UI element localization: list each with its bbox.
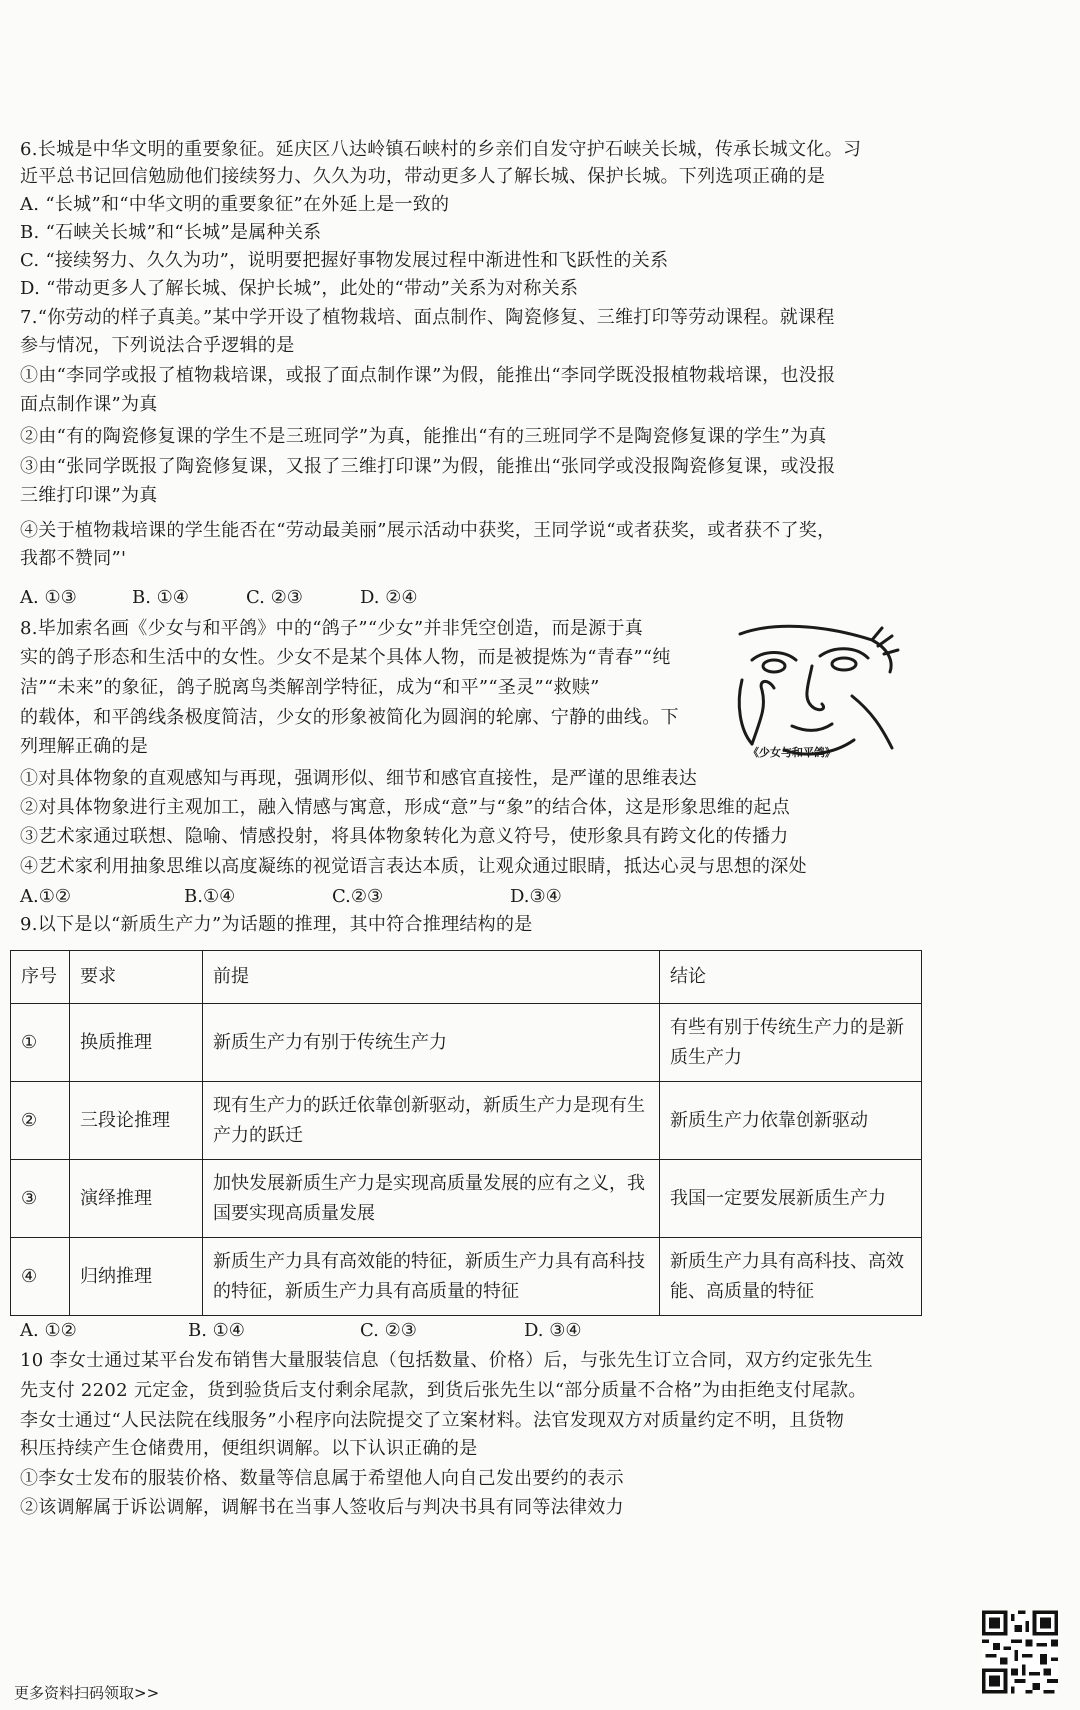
- row-premise: 新质生产力有别于传统生产力: [203, 1004, 660, 1082]
- q9-options: [20, 1318, 634, 1344]
- q7-item-3b: 三维打印课”为真: [20, 485, 158, 506]
- table-row: [11, 1238, 922, 1316]
- q7-option-b: B. ①④: [132, 587, 189, 608]
- q9-option-d: D. ③④: [524, 1320, 582, 1341]
- row-premise: 加快发展新质生产力是实现高质量发展的应有之义，我国要实现高质量发展: [203, 1160, 660, 1238]
- table-row: [11, 1082, 922, 1160]
- q7-item-4b: 我都不赞同”': [20, 548, 127, 569]
- q7-item-4a: ④关于植物栽培课的学生能否在“劳动最美丽”展示活动中获奖，王同学说“或者获奖，或者获不了奖，: [20, 520, 836, 541]
- row-requirement: 三段论推理: [70, 1082, 203, 1160]
- row-premise: 现有生产力的跃迁依靠创新驱动，新质生产力是现有生产力的跃迁: [203, 1082, 660, 1160]
- q7-item-1b: 面点制作课”为真: [20, 394, 158, 415]
- row-number: ①: [11, 1004, 70, 1082]
- footer-note: 更多资料扫码领取>>: [14, 1684, 160, 1702]
- row-conclusion: 我国一定要发展新质生产力: [660, 1160, 922, 1238]
- row-number: ②: [11, 1082, 70, 1160]
- q9-option-c: C. ②③: [360, 1320, 417, 1341]
- q6-option-d: D. “带动更多人了解长城、保护长城”，此处的“带动”关系为对称关系: [20, 278, 579, 299]
- q8-stem-line-3: 洁”“未来”的象征，鸽子脱离鸟类解剖学特征，成为“和平”“圣灵”“救赎”: [20, 677, 600, 698]
- q6-stem-line-1: 6.长城是中华文明的重要象征。延庆区八达岭镇石峡村的乡亲们自发守护石峡关长城，传承长城文化。习: [20, 139, 862, 160]
- q10-stem-line-2: 先支付 2202 元定金，货到验货后支付剩余尾款，到货后张先生以“部分质量不合格”为由拒绝支付尾款。: [20, 1380, 867, 1401]
- figure-caption: 《少女与和平鸽》: [748, 746, 836, 759]
- q7-options: [20, 585, 474, 611]
- q9-option-a: A. ①②: [20, 1320, 77, 1341]
- q9-stem: 9.以下是以“新质生产力”为话题的推理，其中符合推理结构的是: [20, 914, 533, 935]
- q9-option-b: B. ①④: [188, 1320, 245, 1341]
- q8-option-b: B.①④: [184, 886, 236, 907]
- header-premise: 前提: [203, 951, 660, 1004]
- q7-option-a: A. ①③: [20, 587, 77, 608]
- row-conclusion: 新质生产力具有高科技、高效能、高质量的特征: [660, 1238, 922, 1316]
- q8-options: [20, 884, 620, 910]
- q7-stem-line-2: 参与情况，下列说法合乎逻辑的是: [20, 335, 295, 356]
- q7-option-c: C. ②③: [246, 587, 303, 608]
- q8-item-2: ②对具体物象进行主观加工，融入情感与寓意，形成“意”与“象”的结合体，这是形象思维的起点: [20, 797, 791, 818]
- q8-option-d: D.③④: [510, 886, 562, 907]
- row-number: ④: [11, 1238, 70, 1316]
- q10-item-1: ①李女士发布的服装价格、数量等信息属于希望他人向自己发出要约的表示: [20, 1468, 624, 1489]
- q8-stem-line-5: 列理解正确的是: [20, 736, 149, 757]
- q7-option-d: D. ②④: [360, 587, 418, 608]
- reasoning-table: [10, 950, 922, 1316]
- row-premise: 新质生产力具有高效能的特征，新质生产力具有高科技的特征，新质生产力具有高质量的特征: [203, 1238, 660, 1316]
- row-conclusion: 有些有别于传统生产力的是新质生产力: [660, 1004, 922, 1082]
- table-header-row: [11, 951, 922, 1004]
- q6-option-a: A. “长城”和“中华文明的重要象征”在外延上是一致的: [20, 194, 450, 215]
- header-conclusion: 结论: [660, 951, 922, 1004]
- table-row: [11, 1160, 922, 1238]
- qr-code-icon[interactable]: [982, 1610, 1058, 1694]
- q10-stem-line-4: 积压持续产生仓储费用，便组织调解。以下认识正确的是: [20, 1438, 478, 1459]
- header-number: 序号: [11, 951, 70, 1004]
- header-requirement: 要求: [70, 951, 203, 1004]
- q8-option-c: C.②③: [332, 886, 384, 907]
- q10-item-2: ②该调解属于诉讼调解，调解书在当事人签收后与判决书具有同等法律效力: [20, 1497, 624, 1518]
- q10-stem-line-1: 10 李女士通过某平台发布销售大量服装信息（包括数量、价格）后，与张先生订立合同，双方约定张先生: [20, 1350, 874, 1371]
- row-number: ③: [11, 1160, 70, 1238]
- q6-option-c: C. “接续努力、久久为功”，说明要把握好事物发展过程中渐进性和飞跃性的关系: [20, 250, 669, 271]
- q8-item-1: ①对具体物象的直观感知与再现，强调形似、细节和感官直接性，是严谨的思维表达: [20, 768, 698, 789]
- q7-item-1a: ①由“李同学或报了植物栽培课，或报了面点制作课”为假，能推出“李同学既没报植物栽培课，也没报: [20, 365, 836, 386]
- q8-item-3: ③艺术家通过联想、隐喻、情感投射，将具体物象转化为意义符号，使形象具有跨文化的传播力: [20, 826, 789, 847]
- q8-stem-line-2: 实的鸽子形态和生活中的女性。少女不是某个具体人物，而是被提炼为“青春”“纯: [20, 647, 671, 668]
- q10-stem-line-3: 李女士通过“人民法院在线服务”小程序向法院提交了立案材料。法官发现双方对质量约定不明，且货物: [20, 1410, 845, 1431]
- q7-item-3a: ③由“张同学既报了陶瓷修复课，又报了三维打印课”为假，能推出“张同学或没报陶瓷修复课，或没报: [20, 456, 836, 477]
- row-requirement: 换质推理: [70, 1004, 203, 1082]
- q8-option-a: A.①②: [20, 886, 71, 907]
- q6-option-b: B. “石峡关长城”和“长城”是属种关系: [20, 222, 322, 243]
- q7-item-2: ②由“有的陶瓷修复课的学生不是三班同学”为真，能推出“有的三班同学不是陶瓷修复课的学生”为真: [20, 426, 827, 447]
- q8-item-4: ④艺术家利用抽象思维以高度凝练的视觉语言表达本质，让观众通过眼睛，抵达心灵与思想的深处: [20, 856, 807, 877]
- q8-stem-line-1: 8.毕加索名画《少女与和平鸽》中的“鸽子”“少女”并非凭空创造，而是源于真: [20, 618, 644, 639]
- q7-stem-line-1: 7.“你劳动的样子真美。”某中学开设了植物栽培、面点制作、陶瓷修复、三维打印等劳动课程。就课程: [20, 307, 835, 328]
- row-requirement: 演绎推理: [70, 1160, 203, 1238]
- row-conclusion: 新质生产力依靠创新驱动: [660, 1082, 922, 1160]
- q8-stem-line-4: 的载体，和平鸽线条极度简洁，少女的形象被简化为圆润的轮廓、宁静的曲线。下: [20, 707, 679, 728]
- picasso-line-drawing: [722, 620, 902, 760]
- q6-stem-line-2: 近平总书记回信勉励他们接续努力、久久为功，带动更多人了解长城、保护长城。下列选项正确的是: [20, 166, 826, 187]
- row-requirement: 归纳推理: [70, 1238, 203, 1316]
- table-row: [11, 1004, 922, 1082]
